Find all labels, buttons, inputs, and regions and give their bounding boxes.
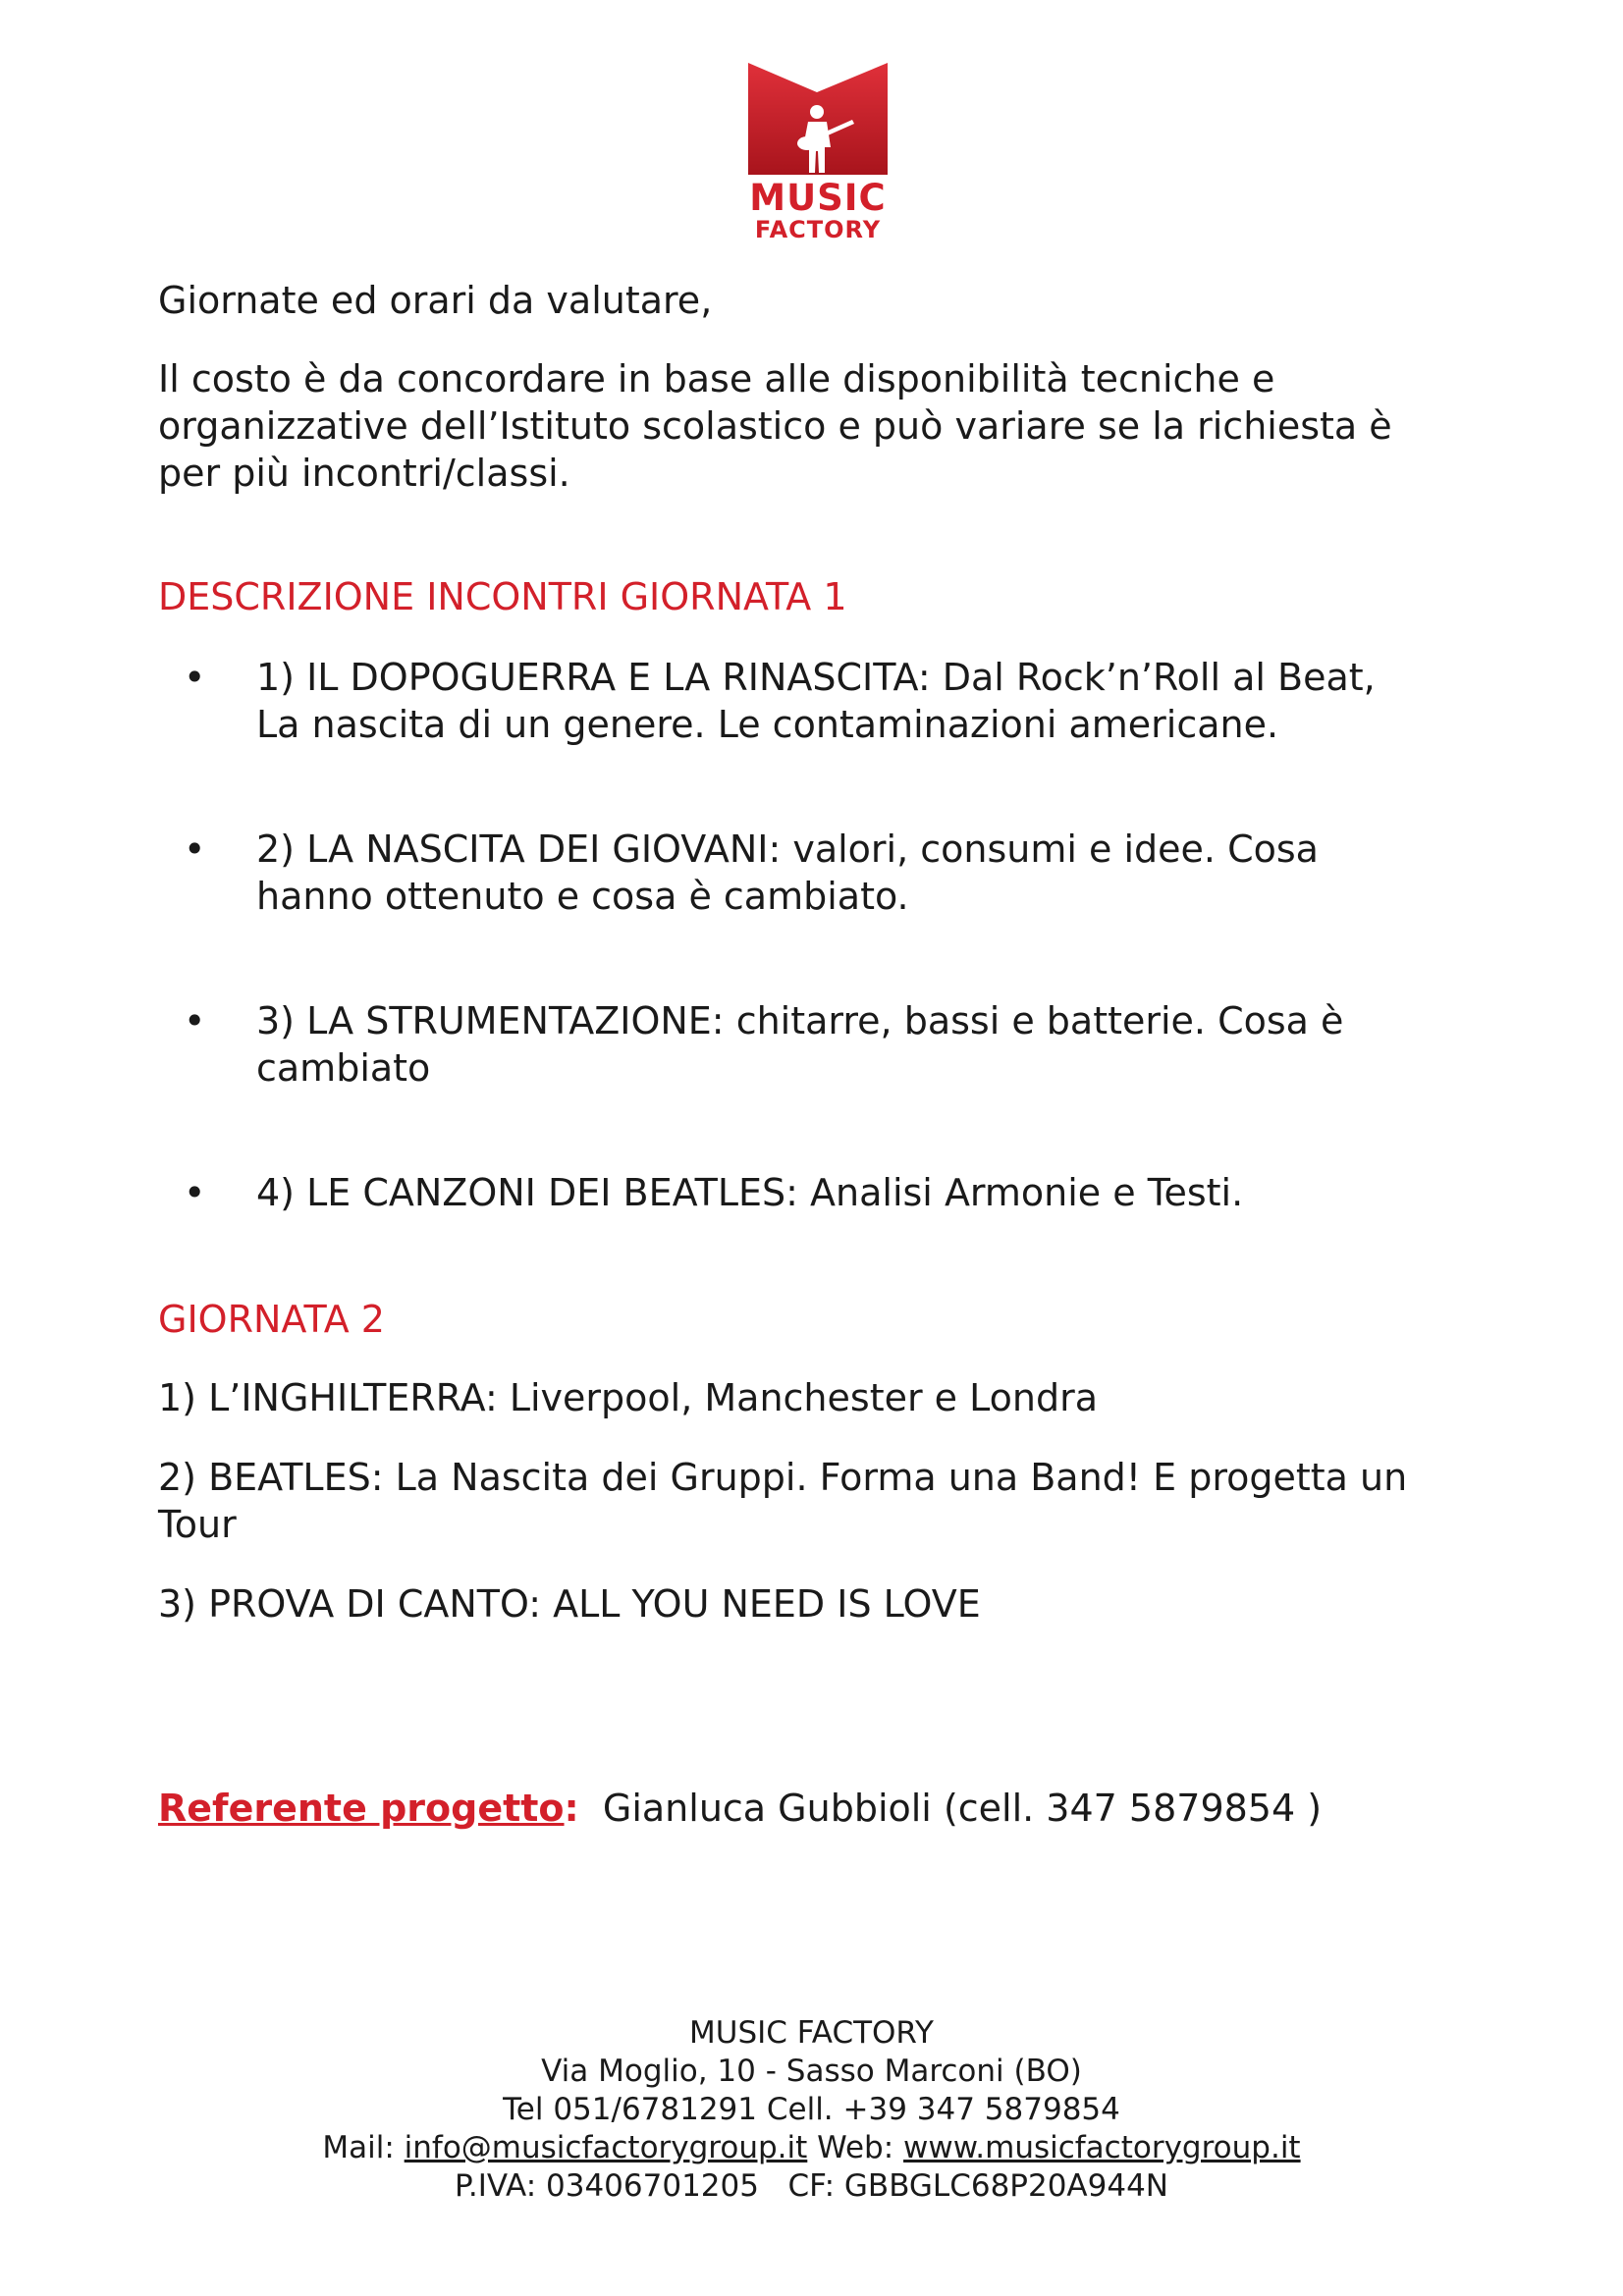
bullet-icon: • (184, 999, 206, 1042)
cost-paragraph (158, 355, 1484, 497)
footer-contacts (0, 2129, 1623, 2167)
footer-phones: Tel 051/6781291 Cell. +39 347 5879854 (503, 2092, 1120, 2127)
cost-line: organizzative dell’Istituto scolastico e può variare se la richiesta è (158, 404, 1392, 448)
logo-text-music: MUSIC (749, 177, 887, 219)
guitarist-silhouette-icon (746, 61, 890, 177)
web-label: Web: (807, 2130, 904, 2165)
day2-heading: GIORNATA 2 (158, 1298, 385, 1341)
list-item (158, 826, 1484, 920)
cost-line: per più incontri/classi. (158, 452, 570, 495)
footer-fiscal: P.IVA: 03406701205 CF: GBBGLC68P20A944N (454, 2168, 1169, 2204)
mail-link[interactable]: info@musicfactorygroup.it (404, 2130, 808, 2165)
referent-colon: : (564, 1787, 579, 1830)
letterhead-footer (0, 2014, 1623, 2206)
list-item-line: 1) IL DOPOGUERRA E LA RINASCITA: Dal Rock’n’Roll al Beat, (256, 656, 1376, 699)
project-referent (158, 1785, 1484, 1832)
list-item-line: hanno ottenuto e cosa è cambiato. (256, 875, 909, 918)
music-factory-logo (746, 61, 890, 247)
schedule-note: Giornate ed orari da valutare, (158, 279, 713, 322)
mail-label: Mail: (322, 2130, 405, 2165)
day2-item: 3) PROVA DI CANTO: ALL YOU NEED IS LOVE (158, 1582, 981, 1626)
bullet-icon: • (184, 828, 206, 871)
footer-company: MUSIC FACTORY (689, 2015, 934, 2051)
cost-line: Il costo è da concordare in base alle disponibilità tecniche e (158, 357, 1275, 400)
bullet-icon: • (184, 656, 206, 699)
footer-address: Via Moglio, 10 - Sasso Marconi (BO) (541, 2054, 1082, 2089)
referent-details: Gianluca Gubbioli (cell. 347 5879854 ) (578, 1787, 1323, 1830)
list-item (158, 654, 1484, 748)
list-item (158, 997, 1484, 1092)
day1-list (158, 654, 1484, 1216)
referent-label: Referente progetto (158, 1787, 565, 1830)
day2-item: Tour (158, 1503, 237, 1546)
day1-heading: DESCRIZIONE INCONTRI GIORNATA 1 (158, 575, 847, 618)
day2-item: 1) L’INGHILTERRA: Liverpool, Manchester e Londra (158, 1376, 1098, 1419)
list-item (158, 1169, 1484, 1216)
list-item-line: 4) LE CANZONI DEI BEATLES: Analisi Armonie e Testi. (256, 1171, 1244, 1214)
list-item-line: La nascita di un genere. Le contaminazioni americane. (256, 703, 1279, 746)
list-item-line: 2) LA NASCITA DEI GIOVANI: valori, consumi e idee. Cosa (256, 828, 1319, 871)
web-link[interactable]: www.musicfactorygroup.it (903, 2130, 1301, 2165)
logo-text-factory: FACTORY (754, 216, 882, 243)
document-body (158, 277, 1484, 1832)
list-item-line: 3) LA STRUMENTAZIONE: chitarre, bassi e batterie. Cosa è (256, 999, 1344, 1042)
list-item-line: cambiato (256, 1046, 431, 1090)
day2-item: 2) BEATLES: La Nascita dei Gruppi. Forma una Band! E progetta un (158, 1456, 1408, 1499)
bullet-icon: • (184, 1171, 206, 1214)
